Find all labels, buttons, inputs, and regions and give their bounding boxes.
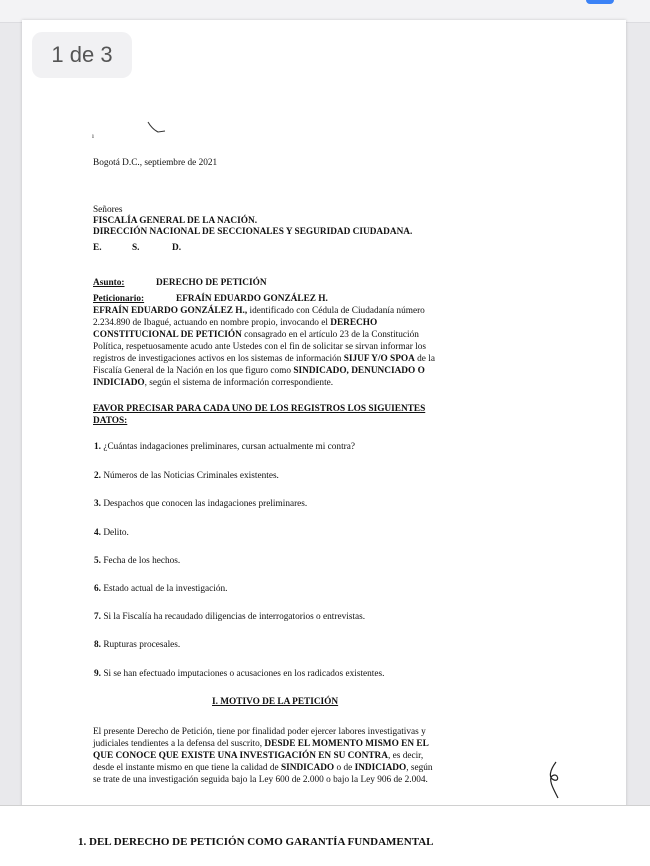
intro-text: consagrado en el artículo 23 de la Constitución [241,330,419,340]
motive-line-5: se trate de una investigación seguida bajo la Ley 600 de 2.000 o bajo la Ley 906 de 2.004. [93,775,428,785]
request-heading-2: DATOS: [93,416,128,426]
pen-mark-icon [146,120,168,136]
esd-d: D. [172,243,182,253]
intro-bold: INDICIADO [93,378,145,388]
motive-line-3 [93,751,423,763]
petitioner-label: Peticionario: [93,294,145,304]
item-number: 4. [94,528,101,538]
item-text: Rupturas procesales. [103,640,181,650]
petitioner-name: EFRAÍN EDUARDO GONZÁLEZ H., [93,306,248,316]
list-item [94,612,365,622]
list-item [94,528,129,538]
item-number: 1. [94,442,101,452]
item-number: 6. [94,584,101,594]
intro-line-7 [93,378,333,390]
intro-bold: DERECHO [330,318,378,328]
item-number: 9. [94,669,101,679]
item-text: Si se han efectuado imputaciones o acusaciones en los radicados existentes. [103,669,385,679]
document-page-2 [0,805,650,866]
list-item [94,669,384,679]
intro-text: registros de investigaciones activos en los sistemas de información [93,354,344,364]
list-item [94,556,180,566]
subject-label: Asunto: [93,278,125,288]
item-text: Números de las Noticias Criminales existentes. [103,471,279,481]
page-mark: ı [92,132,94,140]
item-text: Delito. [103,528,129,538]
toolbar-button[interactable] [586,0,614,4]
section-1-title: I. MOTIVO DE LA PETICIÓN [212,697,339,707]
item-text: Fecha de los hechos. [103,556,181,566]
item-number: 2. [94,471,101,481]
item-number: 8. [94,640,101,650]
motive-bold: INDICIADO [354,763,407,773]
motive-text: , según [406,763,433,773]
motive-text: o de [334,763,355,773]
item-text: Si la Fiscalía ha recaudado diligencias de interrogatorios o entrevistas. [103,612,366,622]
item-number: 7. [94,612,101,622]
motive-line-1: El presente Derecho de Petición, tiene por finalidad poder ejercer labores investigativas y [93,727,426,737]
item-number: 5. [94,556,101,566]
request-heading-1: FAVOR PRECISAR PARA CADA UNO DE LOS REGISTROS LOS SIGUIENTES [93,404,426,414]
intro-text: 2.234.890 de Ibagué, actuando en nombre propio, invocando el [93,318,331,328]
intro-line-5 [93,354,435,366]
item-text: ¿Cuántas indagaciones preliminares, cursan actualmente mi contra? [103,442,356,452]
list-item [94,640,180,650]
document-page-1 [22,20,626,820]
subject-value: DERECHO DE PETICIÓN [156,278,267,288]
intro-line-4: Política, respetuosamente acudo ante Ustedes con el fin de solicitar se sirvan informar los [93,342,427,352]
intro-line-6 [93,366,425,378]
petitioner-value: EFRAÍN EDUARDO GONZÁLEZ H. [176,294,328,304]
list-item [94,442,355,452]
intro-bold: SIJUF Y/O SPOA [343,354,415,364]
intro-text: Fiscalía General de la Nación en los que figuro como [93,366,294,376]
motive-bold: SINDICADO [280,763,335,773]
recipient-line-1: FISCALÍA GENERAL DE LA NACIÓN. [93,216,258,226]
intro-line-3 [93,330,419,342]
motive-text: , es decir, [387,751,424,761]
list-item [94,584,228,594]
intro-line-2 [93,318,377,330]
intro-text: , según el sistema de información correspondiente. [144,378,334,388]
esd-e: E. [93,243,102,253]
item-text: Despachos que conocen las indagaciones preliminares. [103,499,308,509]
intro-text: identificado con Cédula de Ciudadanía número [247,306,425,316]
page-counter: 1 de 3 [32,32,132,78]
signature-mark-icon [544,760,566,800]
motive-text: desde el instante mismo en que tiene la calidad de [93,763,281,773]
list-item [94,499,307,509]
item-text: Estado actual de la investigación. [103,584,228,594]
salutation: Señores [93,205,123,215]
item-number: 3. [94,499,101,509]
date-line: Bogotá D.C., septiembre de 2021 [93,158,218,168]
motive-line-4 [93,763,433,775]
motive-line-2 [93,739,429,751]
motive-bold: QUE CONOCE QUE EXISTE UNA INVESTIGACIÓN EN SU CONTRA [93,751,388,761]
esd-s: S. [132,243,140,253]
page-2-heading: 1. DEL DERECHO DE PETICIÓN COMO GARANTÍA FUNDAMENTAL [78,836,434,848]
intro-bold: SINDICADO, DENUNCIADO O [293,366,425,376]
recipient-line-2: DIRECCIÓN NACIONAL DE SECCIONALES Y SEGURIDAD CIUDADANA. [93,227,413,237]
intro-text: de la [414,354,435,364]
intro-bold: CONSTITUCIONAL DE PETICIÓN [93,330,242,340]
motive-text: judiciales tendientes a la defensa del suscrito, [93,739,265,749]
list-item [94,471,279,481]
motive-bold: DESDE EL MOMENTO MISMO EN EL [264,739,429,749]
intro-line-1 [93,306,451,318]
